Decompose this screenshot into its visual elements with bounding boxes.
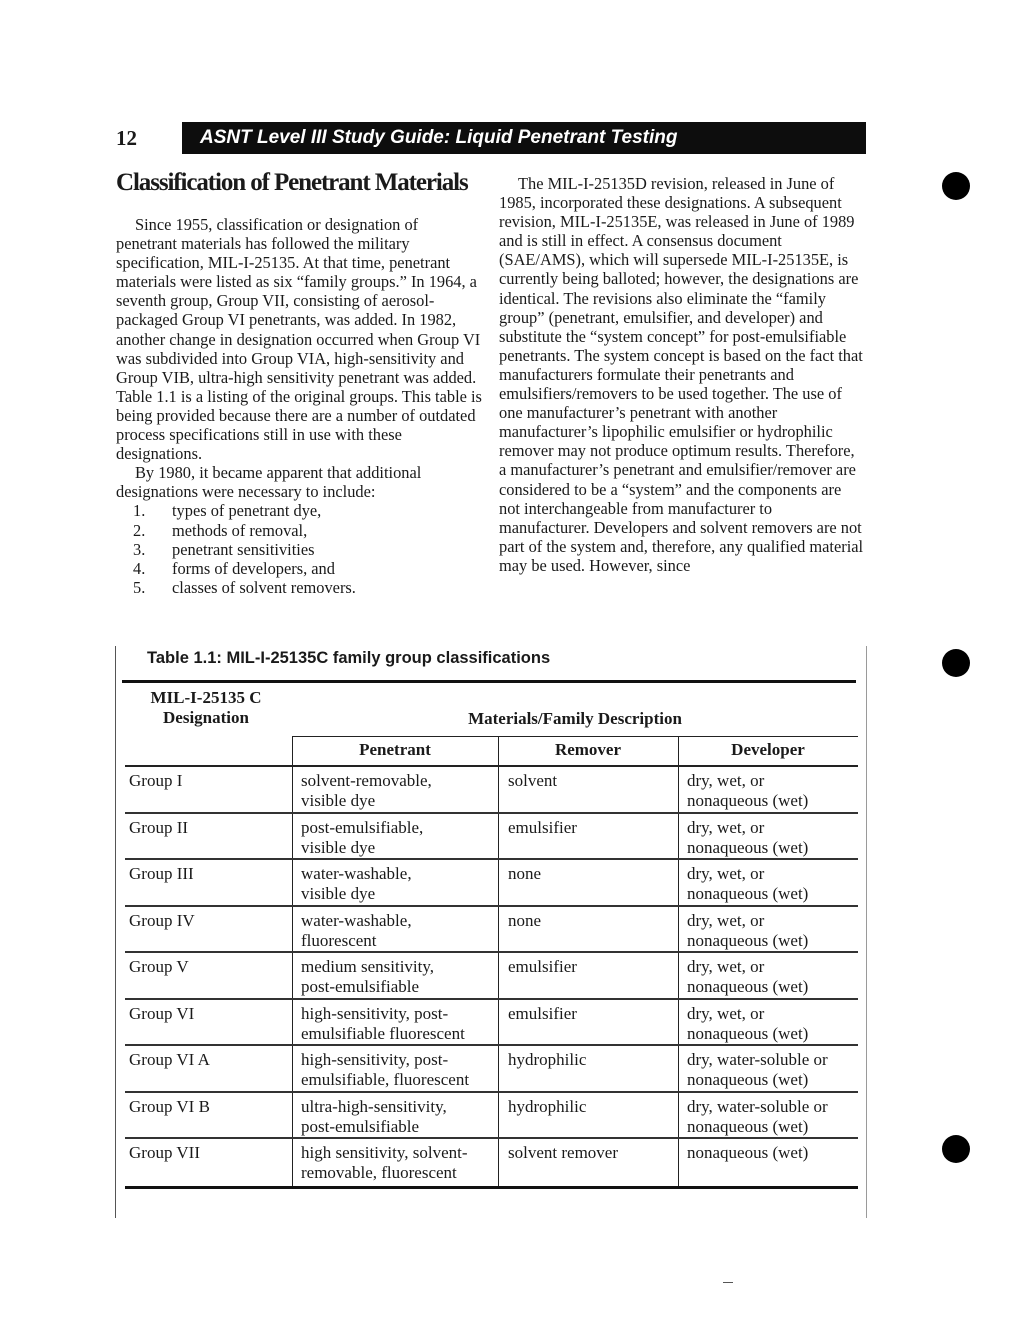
list-number: 3. xyxy=(133,539,146,559)
developer-line: nonaqueous (wet) xyxy=(687,977,809,996)
table-row xyxy=(125,1046,858,1093)
header-rule xyxy=(292,736,858,737)
table-row xyxy=(125,1000,858,1047)
penetrant-line: high sensitivity, solvent- xyxy=(301,1143,468,1162)
developer-cell xyxy=(678,860,858,905)
designation-header-line: Designation xyxy=(163,708,249,727)
penetrant-line: visible dye xyxy=(301,884,376,903)
running-header: ASNT Level III Study Guide: Liquid Penetrant Testing xyxy=(182,122,866,154)
col-remover-header: Remover xyxy=(554,740,622,759)
penetrant-cell xyxy=(292,907,498,952)
paragraph: By 1980, it became apparent that additional designations were necessary to include: xyxy=(116,463,422,502)
table-body xyxy=(125,767,858,1189)
developer-cell xyxy=(678,1093,858,1138)
binder-hole-icon xyxy=(942,649,970,677)
developer-line: dry, wet, or xyxy=(687,1003,765,1023)
list-item xyxy=(116,521,482,540)
penetrant-line: emulsifiable fluorescent xyxy=(301,1023,465,1043)
remover-cell: hydrophilic xyxy=(498,1046,678,1091)
binder-hole-icon xyxy=(942,172,970,200)
left-column xyxy=(116,168,482,597)
developer-line: nonaqueous (wet) xyxy=(687,1143,809,1162)
penetrant-cell xyxy=(292,767,498,812)
penetrant-line: water-washable, xyxy=(301,910,412,930)
penetrant-line: removable, fluorescent xyxy=(301,1163,457,1182)
list-text: methods of removal, xyxy=(172,520,308,540)
penetrant-line: post-emulsifiable xyxy=(301,977,420,996)
group-cell: Group V xyxy=(129,957,189,976)
penetrant-line: visible dye xyxy=(301,791,376,810)
penetrant-cell xyxy=(292,1139,498,1186)
remover-cell: emulsifier xyxy=(498,814,678,859)
group-cell: Group VI xyxy=(129,1003,195,1023)
penetrant-line: water-washable, xyxy=(301,864,412,883)
remover-cell: none xyxy=(498,907,678,952)
penetrant-line: ultra-high-sensitivity, xyxy=(301,1096,447,1116)
penetrant-cell xyxy=(292,1000,498,1045)
list-item xyxy=(116,501,482,520)
col-penetrant-header: Penetrant xyxy=(359,740,431,759)
penetrant-cell xyxy=(292,1093,498,1138)
developer-cell xyxy=(678,953,858,998)
list-text: types of penetrant dye, xyxy=(172,501,322,521)
materials-header: Materials/Family Description xyxy=(468,709,682,728)
developer-line: dry, water-soluble or xyxy=(687,1050,828,1069)
table-row xyxy=(125,1093,858,1140)
list-number: 1. xyxy=(133,501,146,521)
right-column xyxy=(499,174,865,575)
developer-line: dry, wet, or xyxy=(687,910,765,930)
penetrant-line: post-emulsifiable, xyxy=(301,817,424,837)
developer-line: nonaqueous (wet) xyxy=(687,1116,809,1136)
table-rule xyxy=(122,680,856,683)
remover-cell: emulsifier xyxy=(498,953,678,998)
penetrant-cell xyxy=(292,814,498,859)
penetrant-cell xyxy=(292,1046,498,1091)
developer-line: dry, wet, or xyxy=(687,771,765,790)
penetrant-line: visible dye xyxy=(301,837,376,857)
developer-line: nonaqueous (wet) xyxy=(687,1023,809,1043)
list-number: 4. xyxy=(133,558,146,578)
developer-line: nonaqueous (wet) xyxy=(687,1070,809,1089)
table-row xyxy=(125,907,858,954)
penetrant-line: high-sensitivity, post- xyxy=(301,1003,449,1023)
developer-line: nonaqueous (wet) xyxy=(687,884,809,903)
list-text: penetrant sensitivities xyxy=(172,539,315,559)
footer-mark xyxy=(723,1282,733,1283)
table-row xyxy=(125,953,858,1000)
developer-line: dry, wet, or xyxy=(687,864,765,883)
penetrant-cell xyxy=(292,953,498,998)
list-number: 2. xyxy=(133,520,146,540)
penetrant-cell xyxy=(292,860,498,905)
table-row xyxy=(125,860,858,907)
table-caption: Table 1.1: MIL-I-25135C family group classifications xyxy=(147,649,551,667)
page-number: 12 xyxy=(116,126,137,150)
remover-cell: solvent xyxy=(498,767,678,812)
paragraph: The MIL-I-25135D revision, released in June of 1985, incorporated these designations. A subsequent revision, MIL-I-25135E, was released in June of 1989 and is still in effect. A consensus document (SAE/AMS), which will supersede MIL-I-25135E, is currently being balloted; however, the designations are identical. The revisions also eliminate the “family group” (penetrant, emulsifier, and developer) and substitute the “system concept” for post-emulsifiable penetrants. The system concept is based on the fact that manufacturers formulate their penetrants and emulsifiers/removers to be used together. The use of one manufacturer’s penetrant with another manufacturer’s lipophilic emulsifier or hydrophilic remover may not produce optimum results. Therefore, a manufacturer’s penetrant and emulsifier/remover are considered to be a “system” and the components are not interchangeable from manufacturer to manufacturer. Developers and solvent removers are not part of the system and, therefore, any qualified material may be used. However, since xyxy=(499,174,864,575)
list-text: forms of developers, and xyxy=(172,558,335,578)
developer-line: dry, wet, or xyxy=(687,957,765,976)
col-developer-header: Developer xyxy=(731,740,805,759)
group-cell: Group VI B xyxy=(129,1096,210,1116)
developer-cell xyxy=(678,814,858,859)
section-title: Classification of Penetrant Materials xyxy=(116,169,468,196)
penetrant-line: fluorescent xyxy=(301,930,377,950)
remover-cell: none xyxy=(498,860,678,905)
list-number: 5. xyxy=(133,577,146,597)
group-cell: Group III xyxy=(129,864,194,883)
penetrant-line: emulsifiable, fluorescent xyxy=(301,1070,470,1089)
table-row xyxy=(125,767,858,814)
penetrant-line: medium sensitivity, xyxy=(301,957,435,976)
remover-cell: solvent remover xyxy=(498,1139,678,1186)
developer-cell xyxy=(678,1000,858,1045)
table-row xyxy=(125,814,858,861)
designation-header xyxy=(136,688,276,728)
table-row xyxy=(125,1139,858,1189)
developer-line: dry, water-soluble or xyxy=(687,1096,828,1116)
developer-line: nonaqueous (wet) xyxy=(687,837,809,857)
group-cell: Group II xyxy=(129,817,189,837)
penetrant-line: high-sensitivity, post- xyxy=(301,1050,449,1069)
list-item xyxy=(116,578,482,597)
group-cell: Group IV xyxy=(129,910,195,930)
developer-line: dry, wet, or xyxy=(687,817,765,837)
paragraph: Since 1955, classification or designation of penetrant materials has followed the military specification, MIL-I-25135. At that time, penetrant materials were listed as six “family groups.” In 1964, a seventh group, Group VII, consisting of aerosol-packaged Group VI penetrants, was added. In 1982, another change in designation occurred when Group VI was subdivided into Group VIA, high-sensitivity and Group VIB, ultra-high sensitivity penetrant was added. Table 1.1 is a listing of the original groups. This table is being provided because there are a number of outdated process specifications still in use with these designations. xyxy=(116,215,482,464)
penetrant-line: solvent-removable, xyxy=(301,771,432,790)
group-cell: Group I xyxy=(129,771,183,790)
developer-cell xyxy=(678,1139,858,1186)
list-item xyxy=(116,540,482,559)
group-cell: Group VII xyxy=(129,1143,200,1162)
developer-cell xyxy=(678,767,858,812)
developer-line: nonaqueous (wet) xyxy=(687,791,809,810)
developer-line: nonaqueous (wet) xyxy=(687,930,809,950)
remover-cell: hydrophilic xyxy=(498,1093,678,1138)
classification-table xyxy=(115,646,867,1218)
penetrant-line: post-emulsifiable xyxy=(301,1116,420,1136)
group-cell: Group VI A xyxy=(129,1050,210,1069)
developer-cell xyxy=(678,907,858,952)
designation-list xyxy=(116,501,482,596)
binder-hole-icon xyxy=(942,1135,970,1163)
remover-cell: emulsifier xyxy=(498,1000,678,1045)
list-item xyxy=(116,559,482,578)
developer-cell xyxy=(678,1046,858,1091)
list-text: classes of solvent removers. xyxy=(172,577,356,597)
designation-header-line: MIL-I-25135 C xyxy=(150,688,262,707)
